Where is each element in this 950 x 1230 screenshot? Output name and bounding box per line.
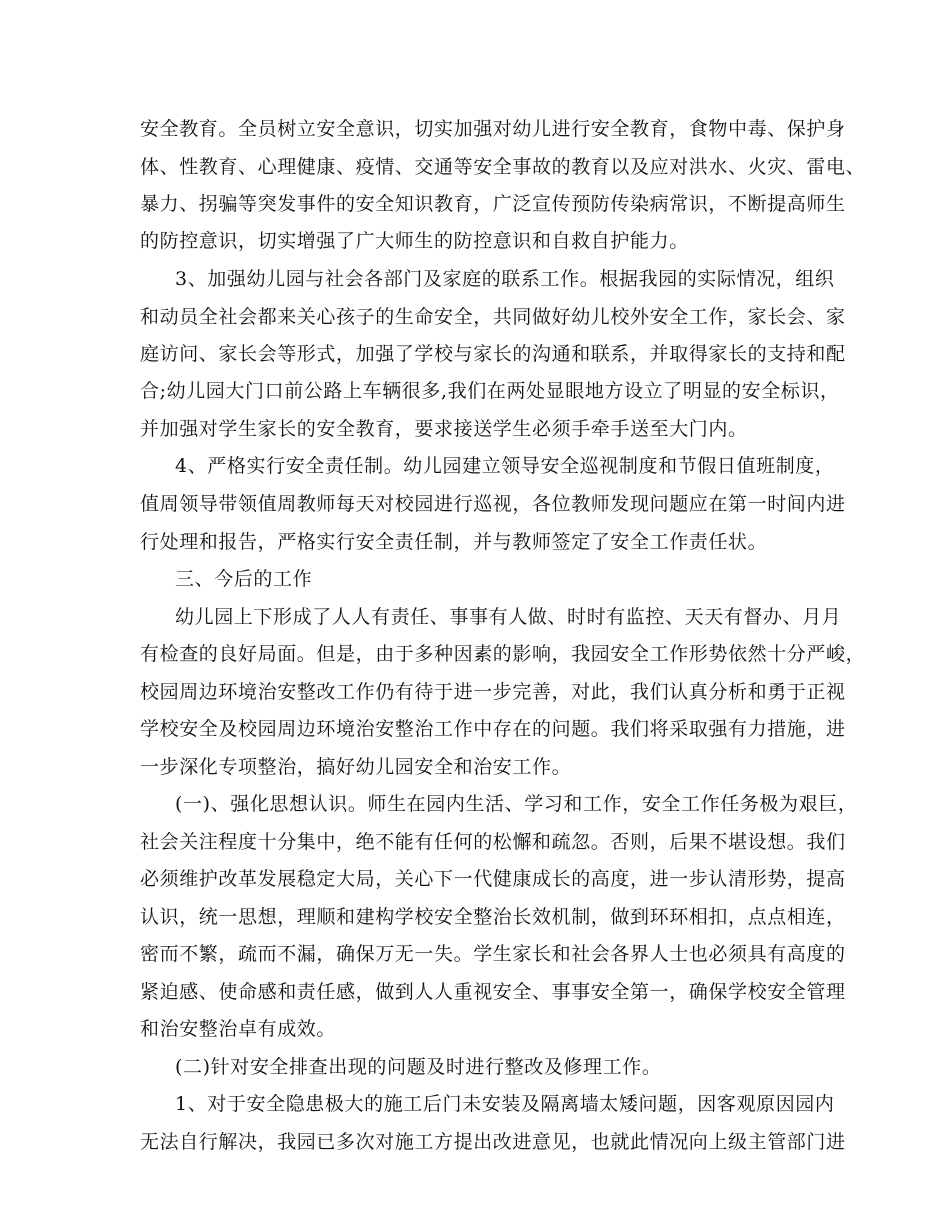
text-line: 认识，统一思想，理顺和建构学校安全整治长效机制，做到环环相扣，点点相连， (140, 906, 846, 928)
text-line: 行处理和报告，严格实行安全责任制，并与教师签定了安全工作责任状。 (140, 531, 768, 553)
text-line: 紧迫感、使命感和责任感，做到人人重视安全、事事安全第一，确保学校安全管理 (140, 981, 846, 1003)
text-line: 密而不繁，疏而不漏，确保万无一失。学生家长和社会各界人士也必须具有高度的 (140, 943, 846, 965)
text-line: 学校安全及校园周边环境治安整治工作中存在的问题。我们将采取强有力措施，进 (140, 718, 846, 740)
text-line: 3、加强幼儿园与社会各部门及家庭的联系工作。根据我园的实际情况，组织 (175, 268, 835, 290)
text-line: 有检查的良好局面。但是，由于多种因素的影响，我园安全工作形势依然十分严峻， (140, 643, 866, 665)
text-line: 并加强对学生家长的安全教育，要求接送学生必须手牵手送至大门内。 (140, 418, 748, 440)
text-line: 体、性教育、心理健康、疫情、交通等安全事故的教育以及应对洪水、火灾、雷电、 (140, 156, 866, 178)
text-line: 值周领导带领值周教师每天对校园进行巡视，各位教师发现问题应在第一时间内进 (140, 493, 846, 515)
text-line: 庭访问、家长会等形式，加强了学校与家长的沟通和联系，并取得家长的支持和配 (140, 343, 846, 365)
text-line: (二)针对安全排查出现的问题及时进行整改及修理工作。 (175, 1056, 662, 1078)
text-line: 4、严格实行安全责任制。幼儿园建立领导安全巡视制度和节假日值班制度， (175, 455, 835, 477)
text-line: 合;幼儿园大门口前公路上车辆很多,我们在两处显眼地方设立了明显的安全标识， (140, 380, 840, 402)
text-line: 无法自行解决，我园已多次对施工方提出改进意见，也就此情况向上级主管部门进 (140, 1131, 846, 1153)
text-line: 社会关注程度十分集中，绝不能有任何的松懈和疏忽。否则，后果不堪设想。我们 (140, 831, 846, 853)
text-line: 1、对于安全隐患极大的施工后门未安装及隔离墙太矮问题，因客观原因园内 (175, 1093, 835, 1115)
text-line: 安全教育。全员树立安全意识，切实加强对幼儿进行安全教育，食物中毒、保护身 (140, 118, 846, 140)
text-line: 一步深化专项整治，搞好幼儿园安全和治安工作。 (140, 756, 572, 778)
text-line: 幼儿园上下形成了人人有责任、事事有人做、时时有监控、天天有督办、月月 (175, 606, 842, 628)
text-line: 和动员全社会都来关心孩子的生命安全，共同做好幼儿校外安全工作，家长会、家 (140, 306, 846, 328)
text-line: 校园周边环境治安整改工作仍有待于进一步完善，对此，我们认真分析和勇于正视 (140, 681, 846, 703)
text-line: 必须维护改革发展稳定大局，关心下一代健康成长的高度，进一步认清形势，提高 (140, 868, 846, 890)
text-line: 暴力、拐骗等突发事件的安全知识教育，广泛宣传预防传染病常识，不断提高师生 (140, 193, 846, 215)
text-line: (一)、强化思想认识。师生在园内生活、学习和工作，安全工作任务极为艰巨， (175, 793, 858, 815)
section-heading: 三、今后的工作 (175, 568, 313, 590)
text-line: 的防控意识，切实增强了广大师生的防控意识和自救自护能力。 (140, 230, 689, 252)
text-line: 和治安整治卓有成效。 (140, 1018, 337, 1040)
